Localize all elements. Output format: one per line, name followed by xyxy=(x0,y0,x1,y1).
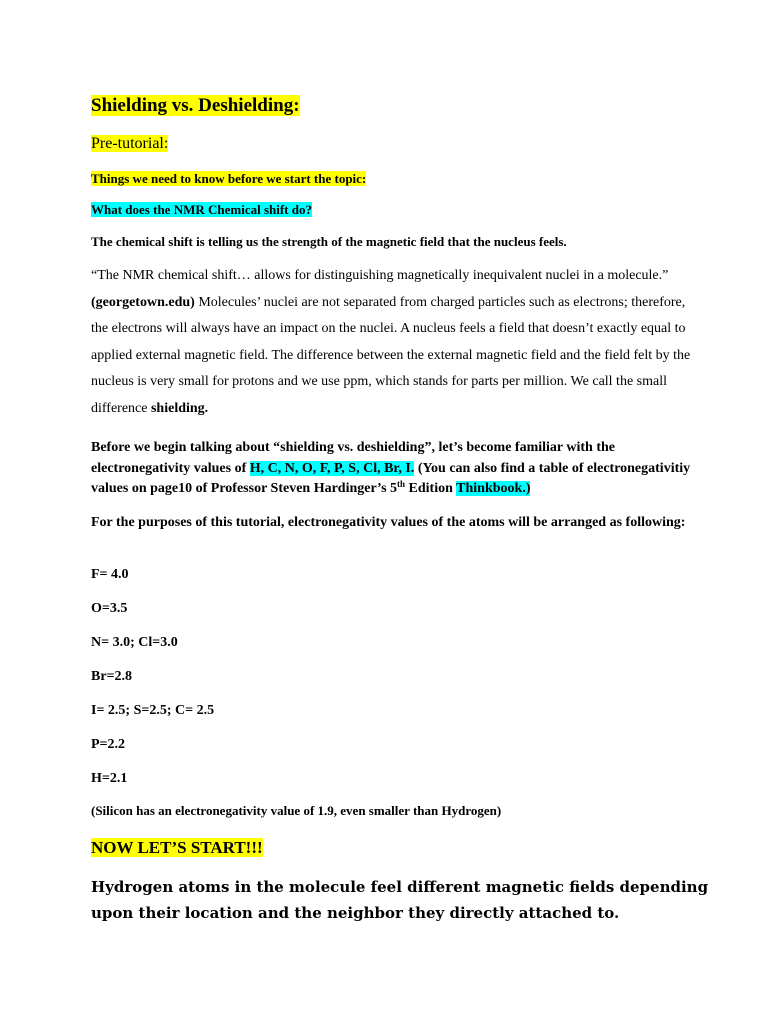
now-start-text: NOW LET’S START!!! xyxy=(91,838,263,857)
element-list-highlight: H, C, N, O, F, P, S, Cl, Br, I. xyxy=(249,460,415,476)
pre-tutorial-heading xyxy=(91,133,168,155)
quote-source: (georgetown.edu) xyxy=(91,294,195,310)
electronegativity-value: Br=2.8 xyxy=(91,669,133,684)
electronegativity-value: P=2.2 xyxy=(91,737,126,752)
shielding-term: shielding. xyxy=(150,400,209,416)
hydrogen-paragraph: Hydrogen atoms in the molecule feel different magnetic fields depending upon their location and the neighbor they directly attached to. xyxy=(91,878,709,922)
electronegativity-value: F= 4.0 xyxy=(91,567,129,582)
quote-paragraph xyxy=(91,263,691,423)
things-heading xyxy=(91,170,366,188)
shift-statement: The chemical shift is telling us the strength of the magnetic field that the nucleus feels. xyxy=(91,234,567,249)
intro-part3: Edition xyxy=(405,481,457,496)
quote-text: “The NMR chemical shift… allows for distinguishing magnetically inequivalent nuclei in a molecule.” xyxy=(91,268,669,283)
intro-part2: (You can also find a table of electronegativitiy values on page10 of Professor Steven Hardinger’s 5 xyxy=(91,460,691,496)
electronegativity-value: H=2.1 xyxy=(91,771,128,786)
electronegativity-intro-paragraph xyxy=(91,438,701,500)
thinkbook-highlight: Thinkbook.) xyxy=(456,481,531,496)
question-heading-text: What does the NMR Chemical shift do? xyxy=(91,202,312,217)
quote-body: Molecules’ nuclei are not separated from charged particles such as electrons; therefore, the electrons will always have an impact on the nuclei. A nucleus feels a field that doesn’t exactly equal to applied external magnetic field. The difference between the external magnetic field and the field felt by the nucleus is very small for protons and we use ppm, which stands for parts per million. We call the small difference xyxy=(91,294,691,416)
question-heading xyxy=(91,201,312,219)
title-text: Shielding vs. Deshielding: xyxy=(91,95,300,116)
electronegativity-value: O=3.5 xyxy=(91,601,128,616)
edition-superscript: th xyxy=(397,479,406,489)
things-heading-text: Things we need to know before we start the topic: xyxy=(91,171,367,186)
pre-tutorial-text: Pre-tutorial: xyxy=(91,135,169,152)
now-start-heading xyxy=(91,836,263,860)
silicon-note: (Silicon has an electronegativity value of 1.9, even smaller than Hydrogen) xyxy=(91,803,502,818)
purposes-paragraph: For the purposes of this tutorial, electronegativity values of the atoms will be arranged as following: xyxy=(91,515,686,530)
electronegativity-value: I= 2.5; S=2.5; C= 2.5 xyxy=(91,703,215,718)
electronegativity-value: N= 3.0; Cl=3.0 xyxy=(91,635,178,650)
intro-part1: Before we begin talking about “shielding vs. deshielding”, let’s become familiar with the electronegativity values of xyxy=(91,440,615,476)
document-title xyxy=(91,93,300,119)
